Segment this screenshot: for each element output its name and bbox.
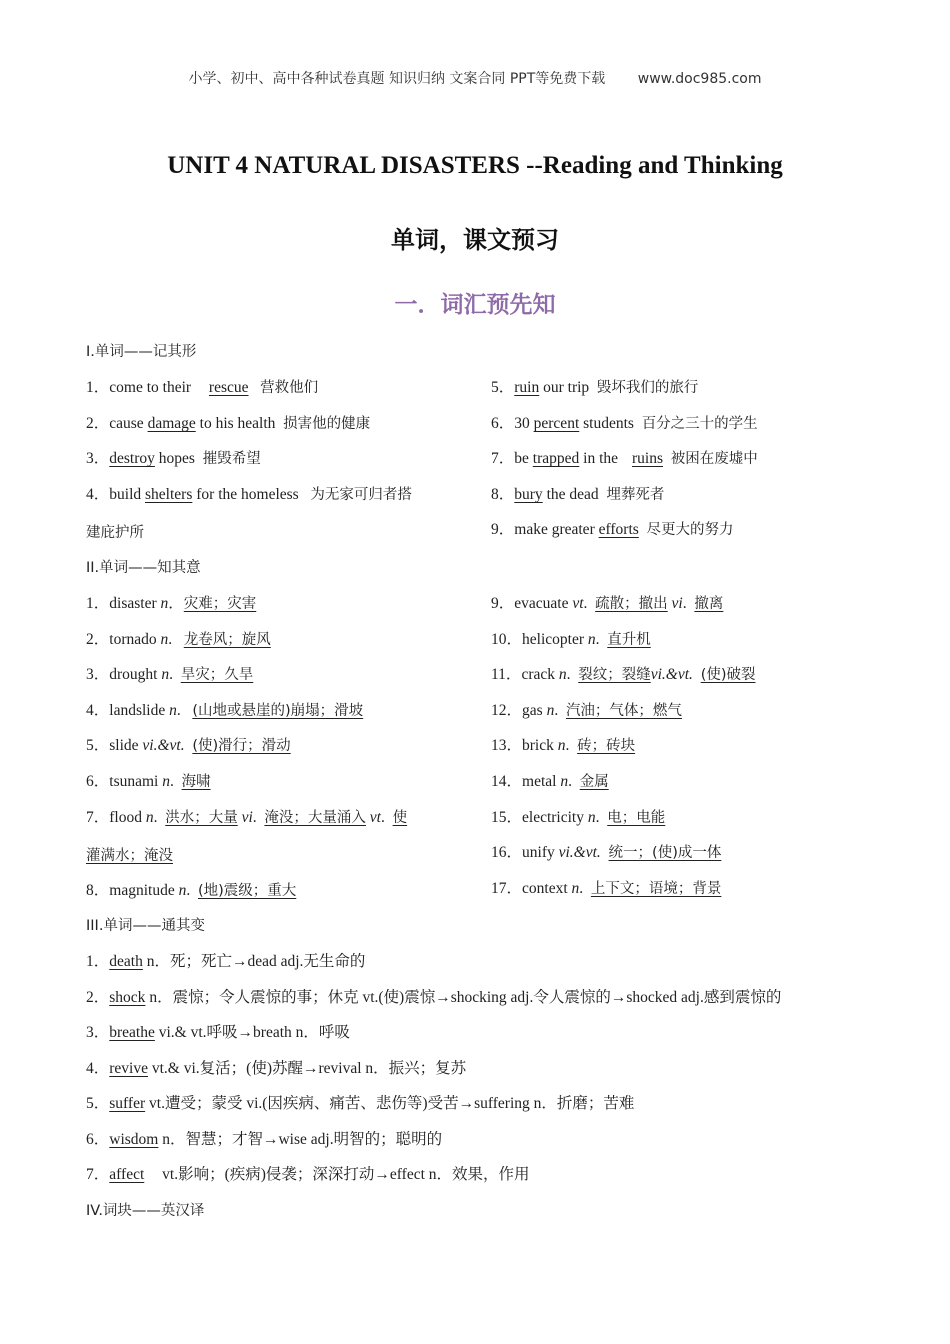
answer-blank: trapped xyxy=(532,450,580,467)
answer-blank: efforts xyxy=(598,521,639,538)
list-item: 9．make greater efforts 尽更大的努力 xyxy=(491,521,734,538)
answer-blank: 使 xyxy=(392,810,408,826)
answer-blank: breathe xyxy=(109,1024,155,1041)
part2-heading: II.单词——知其意 xyxy=(86,560,201,576)
answer-blank: destroy xyxy=(109,450,155,467)
list-item: 2．tornado n. 龙卷风；旋风 xyxy=(86,631,271,648)
answer-blank: bury xyxy=(514,486,543,503)
part4-heading: IV.词块——英汉译 xyxy=(86,1203,205,1219)
answer-blank: (地)震级；重大 xyxy=(197,883,297,899)
list-item: 5．ruin our trip 毁坏我们的旅行 xyxy=(491,379,699,396)
answer-blank: 灾难；灾害 xyxy=(183,596,257,612)
answer-blank: affect xyxy=(109,1166,145,1183)
answer-blank: 疏散；撤出 xyxy=(595,596,668,612)
answer-blank: 淹没；大量涌入 xyxy=(264,810,366,826)
list-item: 1．death n．死；死亡→dead adj.无生命的 xyxy=(86,953,366,970)
list-item: 14．metal n. 金属 xyxy=(491,773,609,790)
page-header xyxy=(0,68,950,88)
list-item: 3．breathe vi.& vt.呼吸→breath n．呼吸 xyxy=(86,1024,350,1041)
list-item: 8．bury the dead 埋葬死者 xyxy=(491,486,665,503)
list-item: 16．unify vi.&vt. 统一；(使)成一体 xyxy=(491,844,722,861)
answer-blank: shelters xyxy=(145,486,193,503)
answer-blank: 裂纹；裂缝 xyxy=(578,667,651,683)
answer-blank: 统一；(使)成一体 xyxy=(608,845,722,861)
answer-blank: damage xyxy=(147,415,196,432)
list-item: 1．come to their rescue 营救他们 xyxy=(86,379,319,396)
list-item: 4．build shelters for the homeless 为无家可归者搭 xyxy=(86,486,412,503)
answer-blank: 洪水；大量 xyxy=(165,810,238,826)
list-item: 7．be trapped in the ruins 被困在废墟中 xyxy=(491,450,758,467)
list-item: 2．cause damage to his health 损害他的健康 xyxy=(86,415,371,432)
answer-blank: 灌满水；淹没 xyxy=(86,848,173,864)
answer-blank: 上下文；语境；背景 xyxy=(590,881,722,897)
page-subtitle: 单词，课文预习 xyxy=(391,225,559,254)
answer-blank: percent xyxy=(533,415,580,432)
list-item-continued: 建庇护所 xyxy=(86,525,144,541)
answer-blank: ruins xyxy=(632,450,664,467)
page-title: UNIT 4 NATURAL DISASTERS --Reading and Thinking xyxy=(167,152,783,179)
header-url[interactable]: www.doc985.com xyxy=(637,71,762,87)
answer-blank: ruin xyxy=(514,379,540,396)
answer-blank: (山地或悬崖的)崩塌；滑坡 xyxy=(192,703,364,719)
answer-blank: (使)滑行；滑动 xyxy=(192,738,291,754)
list-item: 6．wisdom n．智慧；才智→wise adj.明智的；聪明的 xyxy=(86,1131,443,1148)
part1-heading: I.单词——记其形 xyxy=(86,344,197,360)
answer-blank: 海啸 xyxy=(181,774,211,790)
list-item: 6．tsunami n. 海啸 xyxy=(86,773,211,790)
answer-blank: revive xyxy=(109,1060,148,1077)
list-item: 6．30 percent students 百分之三十的学生 xyxy=(491,415,758,432)
list-item: 5．slide vi.&vt. (使)滑行；滑动 xyxy=(86,737,291,754)
answer-blank: 直升机 xyxy=(607,632,651,648)
list-item: 4．revive vt.& vi.复活；(使)苏醒→revival n．振兴；复苏 xyxy=(86,1060,467,1077)
list-item: 12．gas n. 汽油；气体；燃气 xyxy=(491,702,682,719)
list-item: 1．disaster n．灾难；灾害 xyxy=(86,595,257,612)
answer-blank: 撤离 xyxy=(694,596,724,612)
header-text: 小学、初中、高中各种试卷真题 知识归纳 文案合同 PPT等免费下载 xyxy=(188,71,606,87)
list-item: 7．flood n. 洪水；大量 vi. 淹没；大量涌入 vt. 使 xyxy=(86,809,408,826)
answer-blank: death xyxy=(109,953,143,970)
answer-blank: 金属 xyxy=(579,774,609,790)
section-title: 一．词汇预先知 xyxy=(394,292,556,318)
list-item: 3．destroy hopes 摧毁希望 xyxy=(86,450,261,467)
answer-blank: (使)破裂 xyxy=(700,667,756,683)
list-item: 15．electricity n. 电；电能 xyxy=(491,809,666,826)
list-item: 3．drought n. 旱灾；久旱 xyxy=(86,666,254,683)
list-item: 4．landslide n. (山地或悬崖的)崩塌；滑坡 xyxy=(86,702,364,719)
list-item: 5．suffer vt.遭受；蒙受 vi.(因疾病、痛苦、悲伤等)受苦→suffering n．折磨；苦难 xyxy=(86,1095,635,1112)
list-item: 11．crack n. 裂纹；裂缝vi.&vt. (使)破裂 xyxy=(491,666,756,683)
answer-blank: wisdom xyxy=(109,1131,159,1148)
list-item: 7．affect vt.影响；(疾病)侵袭；深深打动→effect n．效果，作用 xyxy=(86,1166,530,1183)
answer-blank: shock xyxy=(109,989,146,1006)
list-item: 13．brick n. 砖；砖块 xyxy=(491,737,636,754)
answer-blank: 龙卷风；旋风 xyxy=(183,632,271,648)
part3-heading: III.单词——通其变 xyxy=(86,918,205,934)
list-item-continued xyxy=(86,846,173,866)
answer-blank: 旱灾；久旱 xyxy=(180,667,254,683)
answer-blank: suffer xyxy=(109,1095,146,1112)
list-item: 8．magnitude n. (地)震级；重大 xyxy=(86,882,297,899)
list-item: 17．context n. 上下文；语境；背景 xyxy=(491,880,722,897)
answer-blank: 汽油；气体；燃气 xyxy=(565,703,682,719)
answer-blank: rescue xyxy=(208,379,249,396)
answer-blank: 砖；砖块 xyxy=(577,738,636,754)
list-item: 9．evacuate vt. 疏散；撤出 vi. 撤离 xyxy=(491,595,724,612)
list-item: 2．shock n．震惊；令人震惊的事；休克 vt.(使)震惊→shocking adj.令人震惊的→shocked adj.感到震惊的 xyxy=(86,989,782,1006)
answer-blank: 电；电能 xyxy=(607,810,666,826)
list-item: 10．helicopter n. 直升机 xyxy=(491,631,651,648)
